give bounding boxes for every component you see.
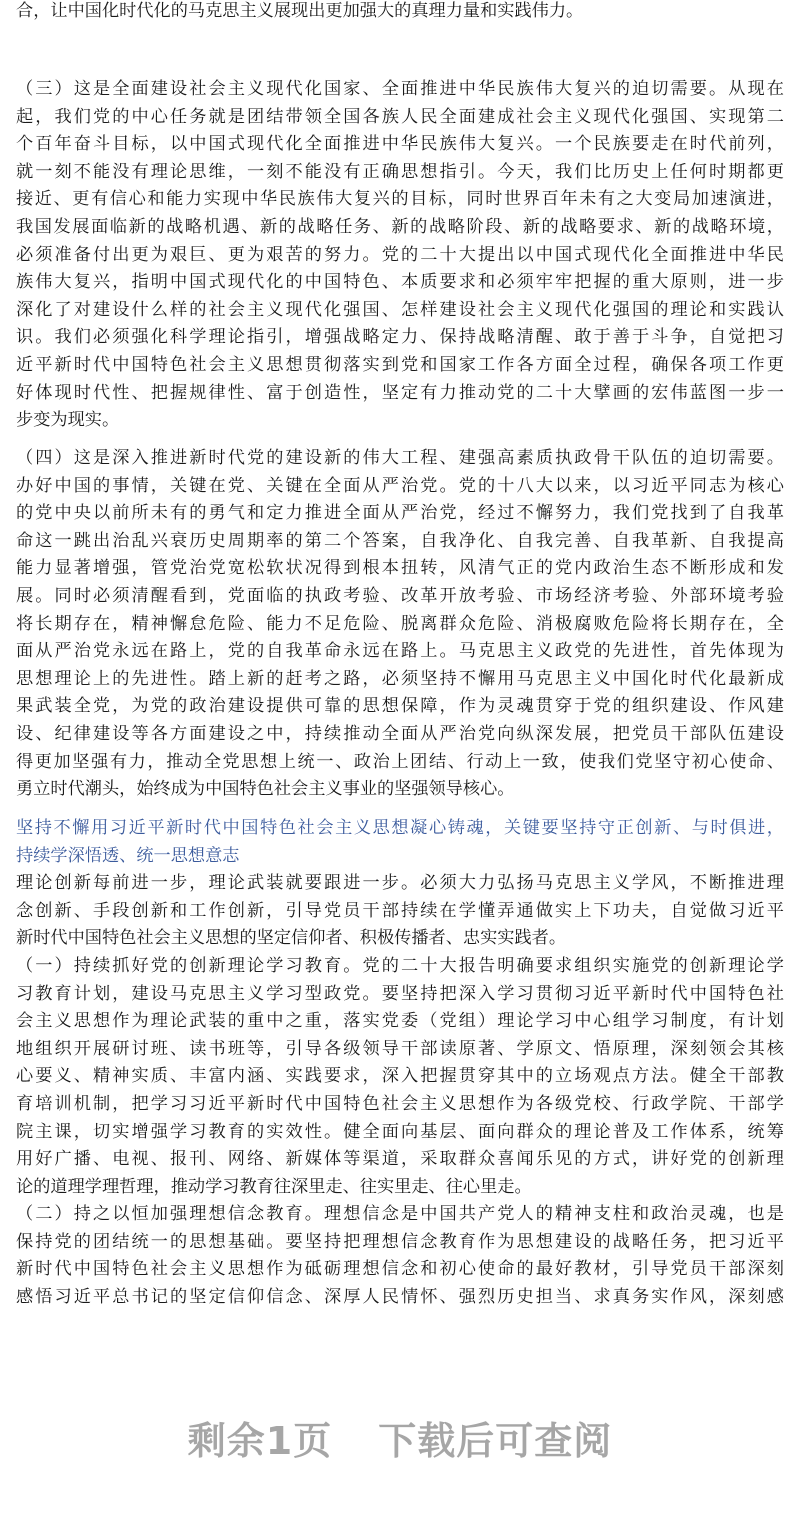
text-line: 合，让中国化时代化的马克思主义展现出更加强大的真理力量和实践伟力。 (16, 1, 584, 21)
section-4-paragraph (16, 445, 784, 804)
text-line: （二）持之以恒加强理想信念教育。理想信念是中国共产党人的精神支柱和政治灵魂，也是 (16, 1204, 784, 1224)
text-line: 展。同时必须清醒看到，党面临的执政考验、改革开放考验、市场经济考验、外部环境考验 (16, 585, 784, 606)
text-line: 我国发展面临新的战略机遇、新的战略任务、新的战略阶段、新的战略要求、新的战略环境， (16, 216, 784, 237)
heading-line: 持续学深悟透、统一思想意志 (16, 845, 240, 866)
text-line: 新时代中国特色社会主义思想作为砥砺理想信念和初心使命的最好教材，引导党员干部深刻 (16, 1259, 784, 1280)
text-line: （一）持续抓好党的创新理论学习教育。党的二十大报告明确要求组织实施党的创新理论学 (16, 956, 784, 976)
text-line: （三）这是全面建设社会主义现代化国家、全面推进中华民族伟大复兴的迫切需要。从现在 (16, 79, 784, 99)
section-3-paragraph (16, 76, 784, 435)
text-line: 命这一跳出治乱兴衰历史周期率的第二个答案，自我净化、自我完善、自我革新、自我提高 (16, 530, 784, 551)
text-line: 好体现时代性、把握规律性、富于创造性，坚定有力推动党的二十大擘画的宏伟蓝图一步一 (16, 382, 784, 403)
text-line: 思想理论上的先进性。踏上新的赶考之路，必须坚持不懈用马克思主义中国化时代化最新成 (16, 668, 784, 689)
text-line: 起，我们党的中心任务就是团结带领全国各族人民全面建成社会主义现代化强国、实现第二 (16, 106, 784, 127)
text-line: 保持党的团结统一的思想基础。要坚持把理想信念教育作为思想建设的战略任务，把习近平 (16, 1231, 784, 1252)
item-1-paragraph (16, 953, 784, 1201)
text-line: 必须准备付出更为艰巨、更为艰苦的努力。党的二十大提出以中国式现代化全面推进中华民 (16, 244, 784, 265)
text-line: 步变为现实。 (16, 410, 120, 431)
text-line: 得更加坚强有力，推动全党思想上统一、政治上团结、行动上一致，使我们党坚守初心使命、 (16, 751, 784, 772)
heading-line: 坚持不懈用习近平新时代中国特色社会主义思想凝心铸魂，关键要坚持守正创新、与时俱进， (16, 818, 784, 838)
continuation-paragraph (16, 0, 784, 26)
intro-paragraph (16, 870, 784, 953)
text-line: 设、纪律建设等各方面建设之中，持续推动全面从严治党向纵深发展，把党员干部队伍建设 (16, 723, 784, 744)
text-line: 新时代中国特色社会主义思想的坚定信仰者、积极传播者、忠实实践者。 (16, 928, 567, 949)
text-line: 院主课，切实增强学习教育的实效性。健全面向基层、面向群众的理论普及工作体系，统筹 (16, 1121, 784, 1142)
text-line: 论的道理学理哲理，推动学习教育往深里走、往实里走、往心里走。 (16, 1176, 532, 1197)
text-line: 果武装全党，为党的政治建设提供可靠的思想保障，作为灵魂贯穿于党的组织建设、作风建 (16, 696, 784, 717)
text-line: 族伟大复兴，指明中国式现代化的中国特色、本质要求和必须牢牢把握的重大原则，进一步 (16, 272, 784, 293)
text-line: 个百年奋斗目标，以中国式现代化全面推进中华民族伟大复兴。一个民族要走在时代前列， (16, 134, 784, 155)
text-line: 习教育计划，建设马克思主义学习型政党。要坚持把深入学习贯彻习近平新时代中国特色社 (16, 983, 784, 1004)
text-line: 就一刻不能没有理论思维，一刻不能没有正确思想指引。今天，我们比历史上任何时期都更 (16, 161, 784, 182)
download-prompt[interactable] (0, 1410, 800, 1465)
text-line: 会主义思想作为理论武装的重中之重，落实党委（党组）理论学习中心组学习制度，有计划 (16, 1011, 784, 1032)
text-line: 近平新时代中国特色社会主义思想贯彻落实到党和国家工作各方面全过程，确保各项工作更 (16, 354, 784, 375)
download-to-view-label[interactable]: 下载后可查阅 (378, 1419, 613, 1463)
text-line: 念创新、手段创新和工作创新，引导党员干部持续在学懂弄通做实上下功夫，自觉做习近平 (16, 900, 784, 921)
text-line: 育培训机制，把学习习近平新时代中国特色社会主义思想作为各级党校、行政学院、干部学 (16, 1093, 784, 1114)
text-line: 深化了对建设什么样的社会主义现代化强国、怎样建设社会主义现代化强国的理论和实践认 (16, 299, 784, 320)
section-heading (16, 815, 784, 870)
text-line: 地组织开展研讨班、读书班等，引导各级领导干部读原著、学原文、悟原理，深刻领会其核 (16, 1038, 784, 1059)
text-line: 面从严治党永远在路上，党的自我革命永远在路上。马克思主义政党的先进性，首先体现为 (16, 641, 784, 662)
text-line: 接近、更有信心和能力实现中华民族伟大复兴的目标，同时世界百年未有之大变局加速演进， (16, 189, 784, 210)
text-line: 的党中央以前所未有的勇气和定力推进全面从严治党，经过不懈努力，我们党找到了自我革 (16, 503, 784, 524)
text-line: 办好中国的事情，关键在党、关键在全面从严治党。党的十八大以来，以习近平同志为核心 (16, 475, 784, 496)
text-line: 识。我们必须强化科学理论指引，增强战略定力、保持战略清醒、敢于善于斗争，自觉把习 (16, 327, 784, 348)
item-2-paragraph (16, 1201, 784, 1311)
text-line: 心要义、精神实质、丰富内涵、实践要求，深入把握贯穿其中的立场观点方法。健全干部教 (16, 1066, 784, 1087)
text-line: 勇立时代潮头，始终成为中国特色社会主义事业的坚强领导核心。 (16, 779, 515, 800)
text-line: （四）这是深入推进新时代党的建设新的伟大工程、建强高素质执政骨干队伍的迫切需要。 (16, 448, 784, 468)
text-line: 理论创新每前进一步，理论武装就要跟进一步。必须大力弘扬马克思主义学风，不断推进理 (16, 873, 784, 893)
text-line: 能力显著增强，管党治党宽松软状况得到根本扭转，风清气正的党内政治生态不断形成和发 (16, 558, 784, 579)
text-line: 将长期存在，精神懈怠危险、能力不足危险、脱离群众危险、消极腐败危险将长期存在，全 (16, 613, 784, 634)
remaining-pages-label: 剩余1页 (187, 1419, 333, 1463)
text-line: 用好广播、电视、报刊、网络、新媒体等渠道，采取群众喜闻乐见的方式，讲好党的创新理 (16, 1149, 784, 1170)
text-line: 感悟习近平总书记的坚定信仰信念、深厚人民情怀、强烈历史担当、求真务实作风，深刻感 (16, 1286, 784, 1307)
